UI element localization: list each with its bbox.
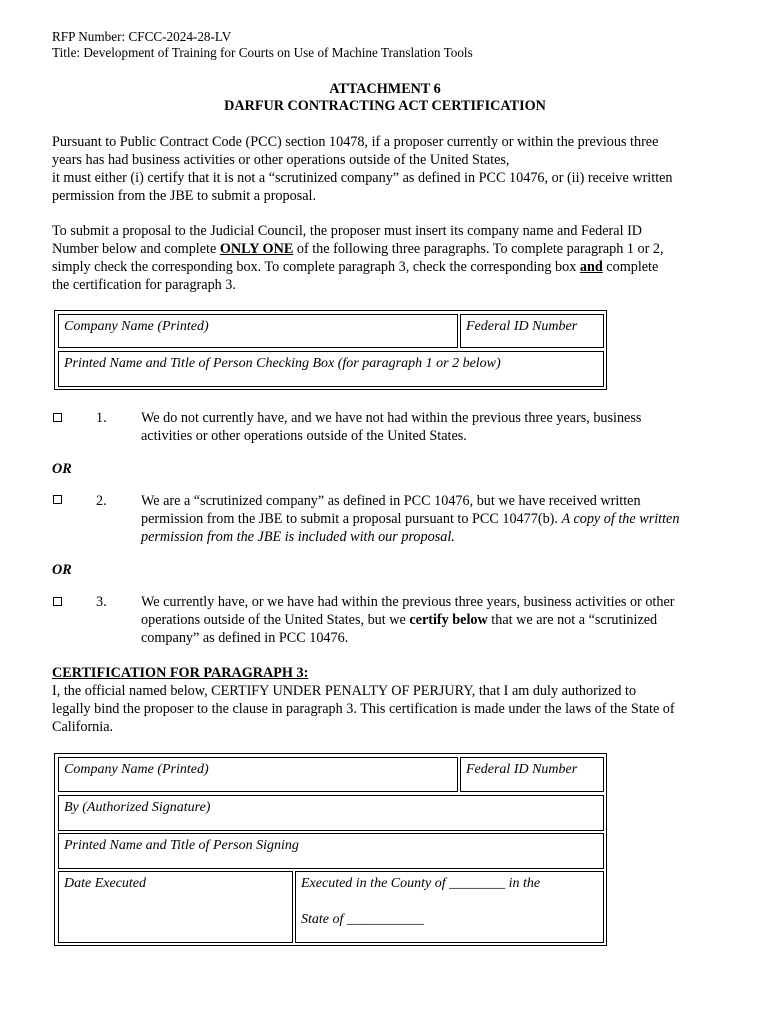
- and-emphasis: and: [579, 259, 603, 275]
- printed-name-checking-label: Printed Name and Title of Person Checking Box (for paragraph 1 or 2 below): [64, 356, 501, 371]
- option-1-line-1: We do not currently have, and we have not had within the previous three years, business: [141, 410, 642, 426]
- option-2-checkbox[interactable]: [53, 495, 62, 504]
- company-name-label: Company Name (Printed): [64, 319, 209, 334]
- execution-location-field[interactable]: [295, 871, 604, 943]
- option-2-line-1: We are a “scrutinized company” as defined in PCC 10476, but we have received written: [141, 493, 641, 509]
- state-label: State of ___________: [301, 912, 424, 927]
- option-3-checkbox[interactable]: [53, 597, 62, 606]
- option-3-line-2: operations outside of the United States, but we certify below that we are not a “scrutinized: [141, 612, 658, 628]
- option-3-number: 3.: [96, 594, 107, 610]
- printed-name-signing-label: Printed Name and Title of Person Signing: [64, 838, 299, 853]
- certification-line-3: California.: [52, 719, 114, 735]
- intro-line-1: Pursuant to Public Contract Code (PCC) section 10478, if a proposer currently or within the previous three: [52, 134, 659, 150]
- certification-table: [54, 753, 607, 946]
- option-2-line-3: permission from the JBE is included with our proposal.: [141, 529, 455, 545]
- attachment-label: ATTACHMENT 6: [329, 81, 441, 97]
- instructions-line-4: the certification for paragraph 3.: [52, 277, 236, 293]
- option-3-line-1: We currently have, or we have had within the previous three years, business activities or other: [141, 594, 675, 610]
- rfp-number: RFP Number: CFCC-2024-28-LV: [52, 29, 232, 44]
- cert-federal-id-label: Federal ID Number: [466, 762, 578, 777]
- instructions-line-1: To submit a proposal to the Judicial Council, the proposer must insert its company name and Federal ID: [52, 223, 643, 239]
- instructions-line-2: Number below and complete ONLY ONE of the following three paragraphs. To complete paragraph 1 or 2,: [52, 241, 664, 257]
- cert-company-name-field[interactable]: [58, 757, 458, 792]
- option-1-checkbox[interactable]: [53, 413, 62, 422]
- page-title: DARFUR CONTRACTING ACT CERTIFICATION: [224, 98, 546, 114]
- cert-company-name-label: Company Name (Printed): [64, 762, 209, 777]
- intro-line-2: years has had business activities or other operations outside of the United States,: [52, 152, 510, 168]
- or-separator-1: OR: [52, 461, 72, 477]
- proposer-info-table: [54, 310, 607, 390]
- intro-line-3: it must either (i) certify that it is not a “scrutinized company” as defined in PCC 10476, or (ii) receive written: [52, 170, 673, 186]
- signature-label: By (Authorized Signature): [64, 800, 211, 815]
- certification-line-1: I, the official named below, CERTIFY UNDER PENALTY OF PERJURY, that I am duly authorized to: [52, 683, 637, 699]
- rfp-title: Title: Development of Training for Courts on Use of Machine Translation Tools: [52, 45, 473, 60]
- company-name-field[interactable]: [58, 314, 458, 348]
- certification-heading: CERTIFICATION FOR PARAGRAPH 3:: [52, 665, 309, 681]
- instructions-line-3: simply check the corresponding box. To complete paragraph 3, check the corresponding box and complete: [52, 259, 659, 275]
- intro-line-4: permission from the JBE to submit a proposal.: [52, 188, 317, 204]
- certification-line-2: legally bind the proposer to the clause in paragraph 3. This certification is made under the laws of the State of: [52, 701, 675, 717]
- federal-id-field[interactable]: [460, 314, 604, 348]
- federal-id-label: Federal ID Number: [466, 319, 578, 334]
- option-1-number: 1.: [96, 410, 107, 426]
- only-one-emphasis: ONLY ONE: [219, 241, 294, 257]
- or-separator-2: OR: [52, 562, 72, 578]
- certify-below-emphasis: certify below: [409, 612, 488, 628]
- cert-federal-id-field[interactable]: [460, 757, 604, 792]
- signature-field[interactable]: [58, 795, 604, 831]
- county-label: Executed in the County of ________ in the: [301, 876, 541, 891]
- option-1-line-2: activities or other operations outside of the United States.: [141, 428, 467, 444]
- option-2-number: 2.: [96, 493, 107, 509]
- printed-name-checking-field[interactable]: [58, 351, 604, 387]
- option-2-line-2: permission from the JBE to submit a proposal pursuant to PCC 10477(b). A copy of the written: [141, 511, 680, 527]
- date-executed-field[interactable]: [58, 871, 293, 943]
- option-3-line-3: company” as defined in PCC 10476.: [141, 630, 349, 646]
- date-executed-label: Date Executed: [64, 876, 147, 891]
- printed-name-signing-field[interactable]: [58, 833, 604, 869]
